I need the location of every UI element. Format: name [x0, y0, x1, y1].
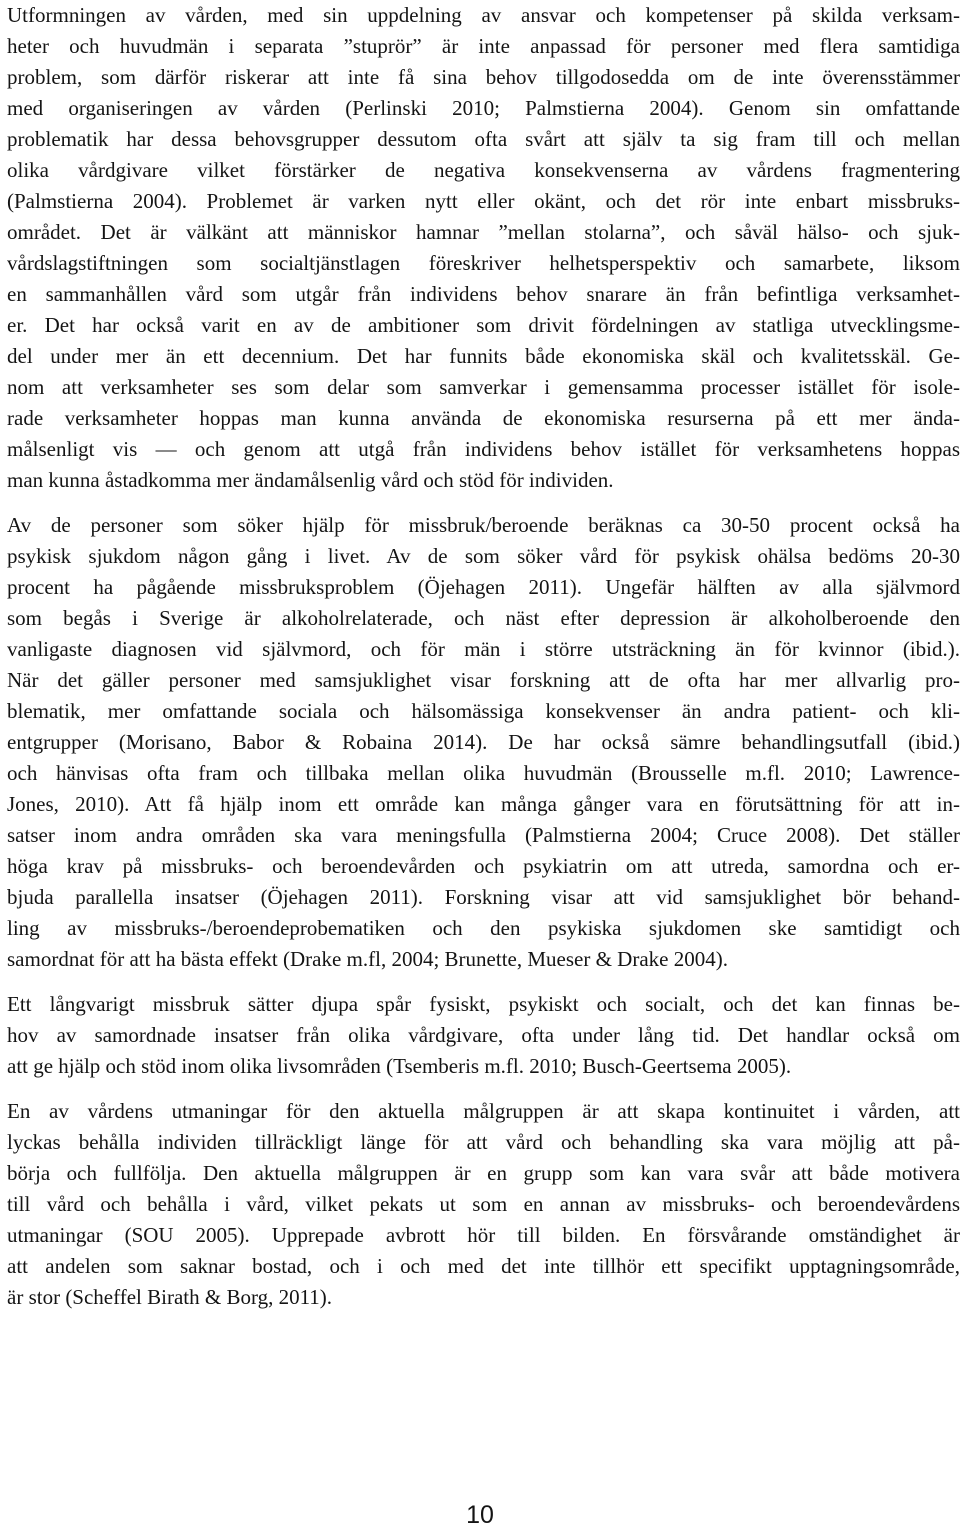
page-number: 10	[466, 1501, 494, 1529]
text-line: man kunna åstadkomma mer ändamålsenlig vård och stöd för individen.	[7, 468, 614, 492]
text-line: området. Det är välkänt att människor hamnar ”mellan stolarna”, och såväl hälso- och sjuk-	[7, 220, 960, 244]
text-line: heter och huvudmän i separata ”stuprör” är inte anpassad för personer med flera samtidiga	[7, 34, 960, 58]
text-line: Av de personer som söker hjälp för missbruk/beroende beräknas ca 30-50 procent också ha	[7, 513, 960, 537]
text-line: börja och fullfölja. Den aktuella målgruppen är en grupp som kan vara svår att både motivera	[7, 1161, 960, 1185]
paragraph-gap	[7, 496, 960, 510]
text-line: hov av samordnade insatser från olika vårdgivare, ofta under lång tid. Det handlar också om	[7, 1023, 960, 1047]
text-line: lyckas behålla individen tillräckligt länge för att vård och behandling ska vara möjlig att på-	[7, 1130, 960, 1154]
text-line: samordnat för att ha bästa effekt (Drake m.fl, 2004; Brunette, Mueser & Drake 2004).	[7, 947, 728, 971]
paragraph	[7, 989, 960, 1082]
text-line: höga krav på missbruks- och beroendevården och psykiatrin om att utreda, samordna och er-	[7, 854, 960, 878]
text-line: att andelen som saknar bostad, och i och med det inte tillhör ett specifikt upptagningsområde,	[7, 1254, 960, 1278]
text-line: satser inom andra områden ska vara meningsfulla (Palmstierna 2004; Cruce 2008). Det ställer	[7, 823, 960, 847]
text-line: ling av missbruks-/beroendeprobematiken och den psykiska sjukdomen ske samtidigt och	[7, 916, 960, 940]
text-line: Utformningen av vården, med sin uppdelning av ansvar och kompetenser på skilda verksam-	[7, 3, 960, 27]
document-page	[7, 0, 960, 1313]
paragraph	[7, 510, 960, 975]
text-line: entgrupper (Morisano, Babor & Robaina 2014). De har också sämre behandlingsutfall (ibid.)	[7, 730, 960, 754]
text-line: vanligaste diagnosen vid självmord, och för män i större utsträckning än för kvinnor (ibid.).	[7, 637, 960, 661]
text-line: till vård och behålla i vård, vilket pekats ut som en annan av missbruks- och beroendevårdens	[7, 1192, 960, 1216]
text-line: bjuda parallella insatser (Öjehagen 2011). Forskning visar att vid samsjuklighet bör behand-	[7, 885, 960, 909]
text-line: en sammanhållen vård som utgår från individens behov snarare än från befintliga verksamhet-	[7, 282, 960, 306]
text-line: rade verksamheter hoppas man kunna använda de ekonomiska resurserna på ett mer ända-	[7, 406, 960, 430]
text-line: psykisk sjukdom någon gång i livet. Av de som söker vård för psykisk ohälsa bedöms 20-30	[7, 544, 960, 568]
text-line: och hänvisas ofta fram och tillbaka mellan olika huvudmän (Brousselle m.fl. 2010; Lawrence-	[7, 761, 960, 785]
text-line: med organiseringen av vården (Perlinski 2010; Palmstierna 2004). Genom sin omfattande	[7, 96, 960, 120]
paragraph	[7, 0, 960, 496]
text-line: vårdslagstiftningen som socialtjänstlagen föreskriver helhetsperspektiv och samarbete, liksom	[7, 251, 960, 275]
text-line: blematik, mer omfattande sociala och hälsomässiga konsekvenser än andra patient- och kli-	[7, 699, 960, 723]
text-line: er. Det har också varit en av de ambitioner som drivit fördelningen av statliga utvecklingsme-	[7, 313, 960, 337]
text-line: olika vårdgivare vilket förstärker de negativa konsekvenserna av vårdens fragmentering	[7, 158, 960, 182]
text-line: nom att verksamheter ses som delar som samverkar i gemensamma processer istället för isole-	[7, 375, 960, 399]
text-line: del under mer än ett decennium. Det har funnits både ekonomiska skäl och kvalitetsskäl. Ge-	[7, 344, 960, 368]
text-line: målsenligt vis — och genom att utgå från individens behov istället för verksamhetens hoppas	[7, 437, 960, 461]
text-line: som begås i Sverige är alkoholrelaterade, och näst efter depression är alkoholberoende den	[7, 606, 960, 630]
text-line: (Palmstierna 2004). Problemet är varken nytt eller okänt, och det rör inte enbart missbruks-	[7, 189, 960, 213]
paragraph-gap	[7, 1082, 960, 1096]
text-line: Jones, 2010). Att få hjälp inom ett område kan många gånger vara en förutsättning för att in-	[7, 792, 960, 816]
text-line: utmaningar (SOU 2005). Upprepade avbrott hör till bilden. En försvårande omständighet är	[7, 1223, 960, 1247]
text-line: procent ha pågående missbruksproblem (Öjehagen 2011). Ungefär hälften av alla självmord	[7, 575, 960, 599]
text-line: problematik har dessa behovsgrupper dessutom ofta svårt att själv ta sig fram till och mellan	[7, 127, 960, 151]
text-line: problem, som därför riskerar att inte få sina behov tillgodosedda om de inte överensstämmer	[7, 65, 960, 89]
paragraph	[7, 1096, 960, 1313]
body-text	[7, 0, 960, 1313]
text-line: att ge hjälp och stöd inom olika livsområden (Tsemberis m.fl. 2010; Busch-Geertsema 2005).	[7, 1054, 792, 1078]
paragraph-gap	[7, 975, 960, 989]
text-line: När det gäller personer med samsjuklighet visar forskning att de ofta har mer allvarlig pro-	[7, 668, 960, 692]
text-line: Ett långvarigt missbruk sätter djupa spår fysiskt, psykiskt och socialt, och det kan finnas be-	[7, 992, 960, 1016]
text-line: En av vårdens utmaningar för den aktuella målgruppen är att skapa kontinuitet i vården, att	[7, 1099, 960, 1123]
text-line: är stor (Scheffel Birath & Borg, 2011).	[7, 1285, 333, 1309]
